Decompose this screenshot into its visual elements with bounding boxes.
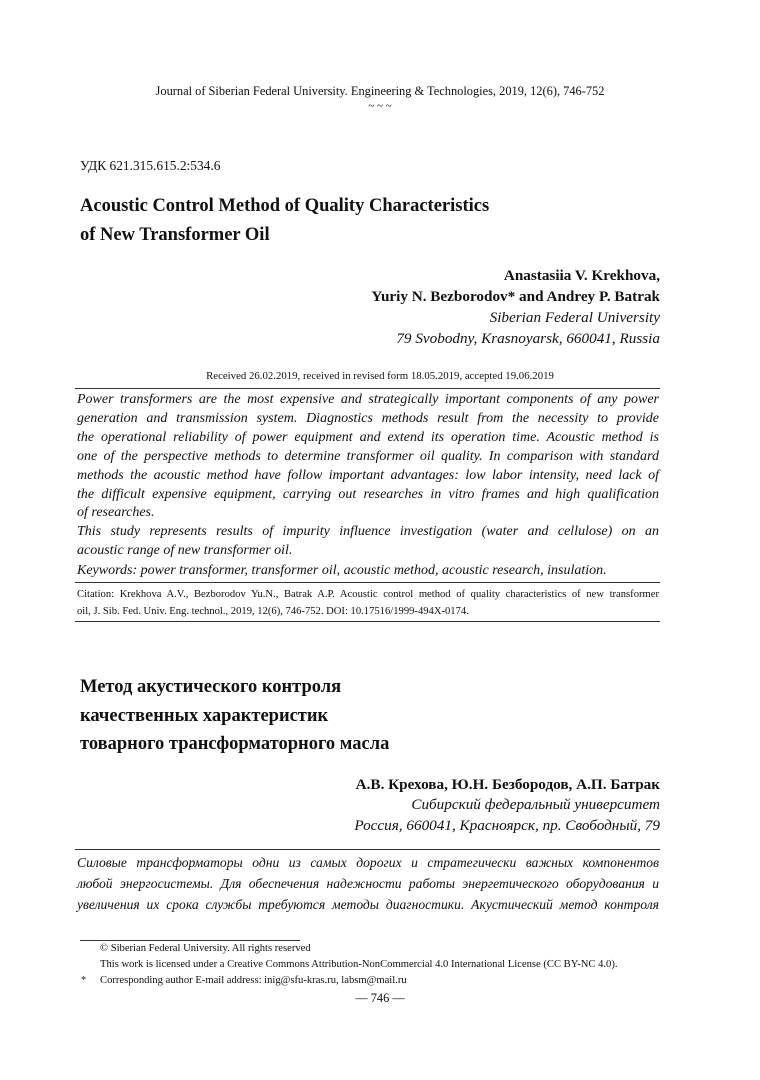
divider xyxy=(75,849,660,850)
abstract-line: Power transformers are the most expensive and strategically important components of any power xyxy=(77,392,659,407)
divider xyxy=(75,621,660,622)
authors-ru: А.В. Крехова, Ю.Н. Безбородов, А.П. Батрак xyxy=(355,776,660,793)
authors-en-line: Yuriy N. Bezborodov* and Andrey P. Batrak xyxy=(371,288,660,305)
divider xyxy=(75,388,660,389)
journal-header: Journal of Siberian Federal University. Engineering & Technologies, 2019, 12(6), 746-752 xyxy=(155,84,605,98)
address-ru: Россия, 660041, Красноярск, пр. Свободный, 79 xyxy=(354,817,660,834)
authors-en-line: Anastasiia V. Krekhova, xyxy=(503,267,660,284)
abstract-line: generation and transmission system. Diagnostics methods result from the necessity to provide xyxy=(77,411,659,426)
corresponding-author-note: Corresponding author E-mail address: inig@sfu-kras.ru, labsm@mail.ru xyxy=(100,975,407,986)
abstract-line: methods the acoustic method have follow important advantages: low labor intensity, need lack of xyxy=(77,468,659,483)
abstract-ru-line: любой энергосистемы. Для обеспечения надежности работы энергетического оборудования и xyxy=(77,876,659,891)
address-en: 79 Svobodny, Krasnoyarsk, 660041, Russia xyxy=(396,330,660,347)
affiliation-en: Siberian Federal University xyxy=(489,309,660,326)
title-ru-line: качественных характеристик xyxy=(80,706,329,726)
title-ru-line: Метод акустического контроля xyxy=(80,677,342,697)
abstract-line: This study represents results of impurity influence investigation (water and cellulose) on an xyxy=(77,524,659,539)
received-dates: Received 26.02.2019, received in revised form 18.05.2019, accepted 19.06.2019 xyxy=(206,370,554,382)
license-note: This work is licensed under a Creative Commons Attribution-NonCommercial 4.0 International License (CC BY-NC 4.0). xyxy=(100,959,618,970)
header-ornament: ~ ~ ~ xyxy=(368,100,392,112)
title-en-line: of New Transformer Oil xyxy=(80,225,270,245)
page-number: — 746 — xyxy=(355,991,405,1005)
abstract-ru-line: увеличения их срока службы требуются методы диагностики. Акустический метод контроля xyxy=(77,897,659,912)
keywords: Keywords: power transformer, transformer oil, acoustic method, acoustic research, insulation. xyxy=(77,563,607,578)
abstract-line: acoustic range of new transformer oil. xyxy=(77,543,293,558)
affiliation-ru: Сибирский федеральный университет xyxy=(411,796,660,813)
footnote-marker: * xyxy=(81,975,87,986)
abstract-ru-line: Силовые трансформаторы одни из самых дорогих и стратегически важных компонентов xyxy=(77,855,659,870)
abstract-line: the operational reliability of power equipment and extend its operation time. Acoustic method is xyxy=(77,430,659,445)
copyright-note: © Siberian Federal University. All rights reserved xyxy=(100,943,311,954)
citation-line: oil, J. Sib. Fed. Univ. Eng. technol., 2019, 12(6), 746-752. DOI: 10.17516/1999-494X-0174. xyxy=(77,606,469,617)
abstract-line: one of the perspective methods to determine transformer oil quality. In comparison with standard xyxy=(77,449,659,464)
udc-code: УДК 621.315.615.2:534.6 xyxy=(80,158,221,173)
citation-line: Citation: Krekhova A.V., Bezborodov Yu.N., Batrak A.P. Acoustic control method of quality characteristics of new transformer xyxy=(77,589,659,600)
abstract-line: the difficult expensive equipment, carrying out researches in vitro frames and high qualification xyxy=(77,487,659,502)
abstract-line: of researches. xyxy=(77,505,155,520)
title-en-line: Acoustic Control Method of Quality Characteristics xyxy=(80,196,490,216)
title-ru-line: товарного трансформаторного масла xyxy=(80,734,390,754)
divider xyxy=(75,582,660,583)
